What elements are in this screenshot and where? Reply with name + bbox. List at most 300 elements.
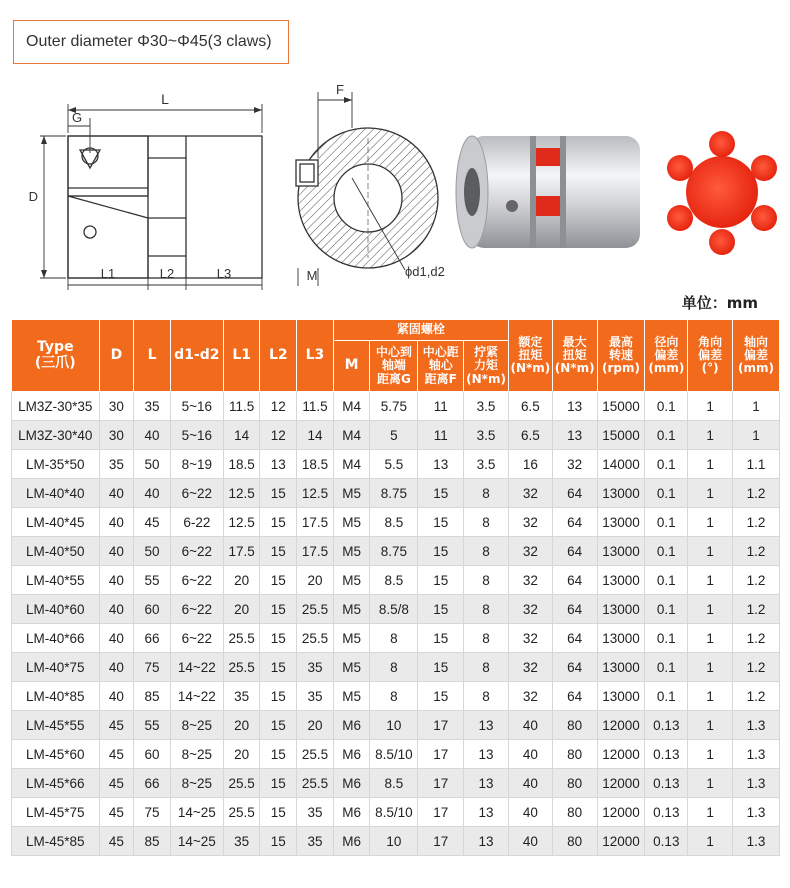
value-cell: 64 (552, 653, 597, 682)
value-cell: 40 (99, 653, 134, 682)
model-cell: LM-40*45 (12, 508, 100, 537)
value-cell: 1 (733, 392, 780, 421)
value-cell: 45 (99, 769, 134, 798)
value-cell: 45 (99, 827, 134, 856)
value-cell: 13000 (597, 653, 645, 682)
value-cell: 8.75 (370, 537, 418, 566)
value-cell: 0.1 (645, 537, 688, 566)
value-cell: 45 (99, 740, 134, 769)
value-cell: 25.5 (297, 595, 334, 624)
value-cell: M5 (333, 566, 370, 595)
value-cell: 12000 (597, 798, 645, 827)
value-cell: 8 (464, 595, 509, 624)
value-cell: 8~25 (170, 769, 223, 798)
spec-table (11, 319, 780, 856)
model-cell: LM-40*50 (12, 537, 100, 566)
value-cell: 15 (260, 566, 297, 595)
value-cell: 40 (508, 769, 552, 798)
value-cell: 1.3 (733, 740, 780, 769)
value-cell: 14~22 (170, 653, 223, 682)
value-cell: 13000 (597, 682, 645, 711)
value-cell: 85 (134, 827, 171, 856)
value-cell: 15 (418, 537, 464, 566)
value-cell: 3.5 (464, 392, 509, 421)
value-cell: 17 (418, 827, 464, 856)
value-cell: 20 (297, 711, 334, 740)
value-cell: 32 (508, 566, 552, 595)
value-cell: 8~19 (170, 450, 223, 479)
value-cell: 64 (552, 624, 597, 653)
value-cell: 55 (134, 566, 171, 595)
value-cell: 15 (418, 595, 464, 624)
value-cell: 15 (418, 479, 464, 508)
value-cell: 18.5 (297, 450, 334, 479)
table-row (12, 392, 780, 421)
value-cell: 20 (223, 740, 260, 769)
value-cell: 1 (688, 450, 733, 479)
value-cell: 85 (134, 682, 171, 711)
value-cell: 12000 (597, 711, 645, 740)
value-cell: 6~22 (170, 566, 223, 595)
model-cell: LM-40*75 (12, 653, 100, 682)
header-screw-group: 紧固螺栓 (333, 320, 508, 341)
model-cell: LM3Z-30*35 (12, 392, 100, 421)
header-max-torque: 最大 扭矩 (N*m) (552, 320, 597, 392)
label-M: M (306, 268, 318, 283)
value-cell: 15 (260, 624, 297, 653)
value-cell: M6 (333, 769, 370, 798)
value-cell: 15 (260, 769, 297, 798)
value-cell: 1.2 (733, 566, 780, 595)
value-cell: 15000 (597, 392, 645, 421)
value-cell: 17.5 (223, 537, 260, 566)
value-cell: 40 (99, 479, 134, 508)
value-cell: 32 (508, 537, 552, 566)
value-cell: 0.13 (645, 827, 688, 856)
value-cell: 6~22 (170, 624, 223, 653)
value-cell: 75 (134, 798, 171, 827)
value-cell: 14~22 (170, 682, 223, 711)
value-cell: 32 (508, 595, 552, 624)
table-row (12, 479, 780, 508)
value-cell: 8.5 (370, 769, 418, 798)
value-cell: M5 (333, 595, 370, 624)
model-cell: LM-40*60 (12, 595, 100, 624)
value-cell: 45 (99, 711, 134, 740)
value-cell: 13000 (597, 537, 645, 566)
model-cell: LM-45*85 (12, 827, 100, 856)
header-d: d1-d2 (170, 320, 223, 392)
value-cell: 1 (688, 566, 733, 595)
value-cell: 1 (688, 392, 733, 421)
value-cell: 40 (508, 798, 552, 827)
label-L2: L2 (159, 266, 175, 281)
value-cell: M6 (333, 740, 370, 769)
table-row (12, 566, 780, 595)
value-cell: 8~25 (170, 740, 223, 769)
table-row (12, 653, 780, 682)
value-cell: 80 (552, 827, 597, 856)
value-cell: 3.5 (464, 421, 509, 450)
header-L2: L2 (260, 320, 297, 392)
value-cell: 14~25 (170, 827, 223, 856)
value-cell: M4 (333, 421, 370, 450)
value-cell: 15 (260, 595, 297, 624)
table-row (12, 508, 780, 537)
value-cell: 1 (688, 595, 733, 624)
value-cell: 8.5/8 (370, 595, 418, 624)
value-cell: M5 (333, 479, 370, 508)
value-cell: 14000 (597, 450, 645, 479)
value-cell: 1.2 (733, 653, 780, 682)
value-cell: 0.1 (645, 508, 688, 537)
value-cell: 13 (464, 740, 509, 769)
value-cell: 0.1 (645, 566, 688, 595)
value-cell: 40 (134, 479, 171, 508)
value-cell: 11.5 (223, 392, 260, 421)
header-F: 中心距 轴心 距离F (418, 341, 464, 392)
header-axial-dev: 轴向 偏差 (mm) (733, 320, 780, 392)
value-cell: 0.1 (645, 682, 688, 711)
value-cell: 8 (464, 479, 509, 508)
value-cell: 25.5 (297, 740, 334, 769)
value-cell: 64 (552, 595, 597, 624)
value-cell: 6.5 (508, 392, 552, 421)
header-G: 中心到 轴端 距离G (370, 341, 418, 392)
table-row (12, 624, 780, 653)
value-cell: 13000 (597, 508, 645, 537)
table-row (12, 740, 780, 769)
label-d: ϕd1,d2 (405, 264, 445, 279)
value-cell: 15 (418, 653, 464, 682)
value-cell: 12000 (597, 769, 645, 798)
value-cell: 1.2 (733, 479, 780, 508)
value-cell: 1.2 (733, 682, 780, 711)
value-cell: 1 (688, 624, 733, 653)
value-cell: 1.1 (733, 450, 780, 479)
model-cell: LM-35*50 (12, 450, 100, 479)
value-cell: M4 (333, 450, 370, 479)
value-cell: 1 (733, 421, 780, 450)
table-row (12, 421, 780, 450)
value-cell: 35 (134, 392, 171, 421)
value-cell: 1.3 (733, 798, 780, 827)
value-cell: 16 (508, 450, 552, 479)
value-cell: M6 (333, 798, 370, 827)
value-cell: 50 (134, 537, 171, 566)
value-cell: 1 (688, 653, 733, 682)
value-cell: 15 (418, 508, 464, 537)
value-cell: 0.1 (645, 595, 688, 624)
value-cell: 8.5 (370, 508, 418, 537)
value-cell: 0.1 (645, 653, 688, 682)
label-L3: L3 (216, 266, 232, 281)
label-F: F (336, 82, 344, 97)
value-cell: 1.3 (733, 827, 780, 856)
header-type: Type (三爪) (12, 320, 100, 392)
value-cell: 12.5 (297, 479, 334, 508)
header-max-speed: 最高 转速 (rpm) (597, 320, 645, 392)
value-cell: 1 (688, 711, 733, 740)
value-cell: 8 (464, 537, 509, 566)
value-cell: 13000 (597, 624, 645, 653)
model-cell: LM-40*66 (12, 624, 100, 653)
value-cell: 64 (552, 479, 597, 508)
value-cell: 0.1 (645, 450, 688, 479)
value-cell: 40 (99, 566, 134, 595)
value-cell: 66 (134, 624, 171, 653)
header-L1: L1 (223, 320, 260, 392)
value-cell: 25.5 (223, 653, 260, 682)
value-cell: 5.5 (370, 450, 418, 479)
value-cell: 18.5 (223, 450, 260, 479)
header-D: D (99, 320, 134, 392)
value-cell: 30 (99, 421, 134, 450)
value-cell: 15 (260, 711, 297, 740)
value-cell: 14~25 (170, 798, 223, 827)
value-cell: 8.5/10 (370, 798, 418, 827)
value-cell: 12.5 (223, 508, 260, 537)
value-cell: 35 (223, 827, 260, 856)
value-cell: 8 (370, 653, 418, 682)
value-cell: 1 (688, 769, 733, 798)
value-cell: 64 (552, 682, 597, 711)
value-cell: 32 (508, 624, 552, 653)
value-cell: 13 (464, 769, 509, 798)
value-cell: 10 (370, 827, 418, 856)
value-cell: 14 (223, 421, 260, 450)
value-cell: 6.5 (508, 421, 552, 450)
header-radial-dev: 径向 偏差 (mm) (645, 320, 688, 392)
value-cell: M5 (333, 653, 370, 682)
value-cell: 25.5 (297, 769, 334, 798)
coupling-photo (456, 136, 640, 248)
table-row (12, 682, 780, 711)
value-cell: 15 (260, 508, 297, 537)
value-cell: 40 (99, 537, 134, 566)
value-cell: 64 (552, 566, 597, 595)
table-row (12, 798, 780, 827)
value-cell: 13000 (597, 595, 645, 624)
value-cell: 32 (508, 653, 552, 682)
value-cell: 15 (260, 682, 297, 711)
value-cell: 0.13 (645, 740, 688, 769)
header-rated-torque: 额定 扭矩 (N*m) (508, 320, 552, 392)
model-cell: LM-45*66 (12, 769, 100, 798)
value-cell: 12 (260, 392, 297, 421)
value-cell: 35 (297, 798, 334, 827)
value-cell: 32 (508, 479, 552, 508)
page-title: Outer diameter Φ30~Φ45(3 claws) (13, 20, 289, 64)
value-cell: 35 (99, 450, 134, 479)
coupling-diagram (0, 78, 790, 296)
value-cell: M5 (333, 537, 370, 566)
value-cell: 14 (297, 421, 334, 450)
value-cell: 1.3 (733, 711, 780, 740)
value-cell: 1 (688, 537, 733, 566)
value-cell: 8 (464, 653, 509, 682)
value-cell: 25.5 (223, 769, 260, 798)
value-cell: 0.1 (645, 624, 688, 653)
table-row (12, 450, 780, 479)
value-cell: 8 (464, 624, 509, 653)
value-cell: M5 (333, 624, 370, 653)
value-cell: 80 (552, 769, 597, 798)
value-cell: 8.5/10 (370, 740, 418, 769)
value-cell: 1.2 (733, 595, 780, 624)
value-cell: 17.5 (297, 508, 334, 537)
value-cell: 55 (134, 711, 171, 740)
value-cell: 15 (260, 827, 297, 856)
value-cell: 11 (418, 392, 464, 421)
value-cell: 60 (134, 740, 171, 769)
value-cell: 40 (99, 624, 134, 653)
value-cell: 0.1 (645, 479, 688, 508)
value-cell: 13000 (597, 566, 645, 595)
value-cell: 11 (418, 421, 464, 450)
value-cell: 1 (688, 827, 733, 856)
unit-label: 单位：mm (681, 294, 758, 312)
value-cell: 25.5 (297, 624, 334, 653)
value-cell: 15000 (597, 421, 645, 450)
value-cell: 0.13 (645, 711, 688, 740)
value-cell: 13 (552, 421, 597, 450)
value-cell: 12 (260, 421, 297, 450)
value-cell: 8 (370, 682, 418, 711)
value-cell: M5 (333, 508, 370, 537)
value-cell: 3.5 (464, 450, 509, 479)
value-cell: 64 (552, 508, 597, 537)
value-cell: 6~22 (170, 479, 223, 508)
value-cell: 12000 (597, 740, 645, 769)
spec-table-body (12, 392, 780, 856)
value-cell: 32 (508, 682, 552, 711)
value-cell: 1 (688, 479, 733, 508)
table-row (12, 827, 780, 856)
value-cell: 17.5 (297, 537, 334, 566)
value-cell: 66 (134, 769, 171, 798)
value-cell: 25.5 (223, 798, 260, 827)
value-cell: 32 (508, 508, 552, 537)
value-cell: 13 (552, 392, 597, 421)
value-cell: 40 (508, 827, 552, 856)
model-cell: LM3Z-30*40 (12, 421, 100, 450)
table-row (12, 769, 780, 798)
label-L1: L1 (100, 266, 116, 281)
value-cell: 5.75 (370, 392, 418, 421)
value-cell: 80 (552, 798, 597, 827)
value-cell: 15 (418, 566, 464, 595)
value-cell: 40 (134, 421, 171, 450)
value-cell: 8 (464, 566, 509, 595)
value-cell: 40 (99, 595, 134, 624)
value-cell: 75 (134, 653, 171, 682)
value-cell: 1 (688, 421, 733, 450)
value-cell: 20 (297, 566, 334, 595)
table-row (12, 595, 780, 624)
model-cell: LM-45*55 (12, 711, 100, 740)
value-cell: 1.2 (733, 624, 780, 653)
section-view-drawing (296, 92, 438, 286)
value-cell: 45 (99, 798, 134, 827)
value-cell: 45 (134, 508, 171, 537)
header-L3: L3 (297, 320, 334, 392)
label-D: D (28, 189, 38, 204)
value-cell: 13 (260, 450, 297, 479)
value-cell: 13 (418, 450, 464, 479)
value-cell: 40 (508, 711, 552, 740)
value-cell: 15 (260, 798, 297, 827)
value-cell: 5 (370, 421, 418, 450)
value-cell: 1 (688, 682, 733, 711)
value-cell: 0.1 (645, 421, 688, 450)
value-cell: 80 (552, 711, 597, 740)
model-cell: LM-45*60 (12, 740, 100, 769)
value-cell: 13 (464, 711, 509, 740)
value-cell: 15 (260, 537, 297, 566)
value-cell: 1 (688, 798, 733, 827)
value-cell: 6-22 (170, 508, 223, 537)
model-cell: LM-40*55 (12, 566, 100, 595)
value-cell: 20 (223, 566, 260, 595)
value-cell: 15 (418, 624, 464, 653)
value-cell: 25.5 (223, 624, 260, 653)
value-cell: 13 (464, 827, 509, 856)
value-cell: M6 (333, 827, 370, 856)
value-cell: 17 (418, 740, 464, 769)
value-cell: 32 (552, 450, 597, 479)
table-row (12, 711, 780, 740)
value-cell: 1 (688, 508, 733, 537)
value-cell: 8 (464, 682, 509, 711)
value-cell: 30 (99, 392, 134, 421)
value-cell: 40 (99, 508, 134, 537)
value-cell: 35 (297, 653, 334, 682)
value-cell: 64 (552, 537, 597, 566)
value-cell: 40 (99, 682, 134, 711)
value-cell: 10 (370, 711, 418, 740)
header-L: L (134, 320, 171, 392)
value-cell: 40 (508, 740, 552, 769)
value-cell: 8~25 (170, 711, 223, 740)
value-cell: 0.1 (645, 392, 688, 421)
value-cell: 15 (418, 682, 464, 711)
value-cell: 1 (688, 740, 733, 769)
header-tighten-torque: 拧紧 力矩 (N*m) (464, 341, 509, 392)
value-cell: 80 (552, 740, 597, 769)
value-cell: 12000 (597, 827, 645, 856)
table-row (12, 537, 780, 566)
value-cell: 15 (260, 653, 297, 682)
value-cell: M4 (333, 392, 370, 421)
value-cell: 1.2 (733, 508, 780, 537)
label-L: L (161, 91, 169, 107)
value-cell: 1.2 (733, 537, 780, 566)
header-angular-dev: 角向 偏差 (°) (688, 320, 733, 392)
value-cell: 15 (260, 740, 297, 769)
side-view-drawing (40, 104, 262, 290)
label-G: G (71, 110, 83, 125)
value-cell: 17 (418, 711, 464, 740)
value-cell: 13000 (597, 479, 645, 508)
spider-photo (667, 131, 777, 255)
value-cell: 0.13 (645, 798, 688, 827)
value-cell: 17 (418, 798, 464, 827)
value-cell: 50 (134, 450, 171, 479)
value-cell: 0.13 (645, 769, 688, 798)
value-cell: 35 (223, 682, 260, 711)
value-cell: 8.75 (370, 479, 418, 508)
